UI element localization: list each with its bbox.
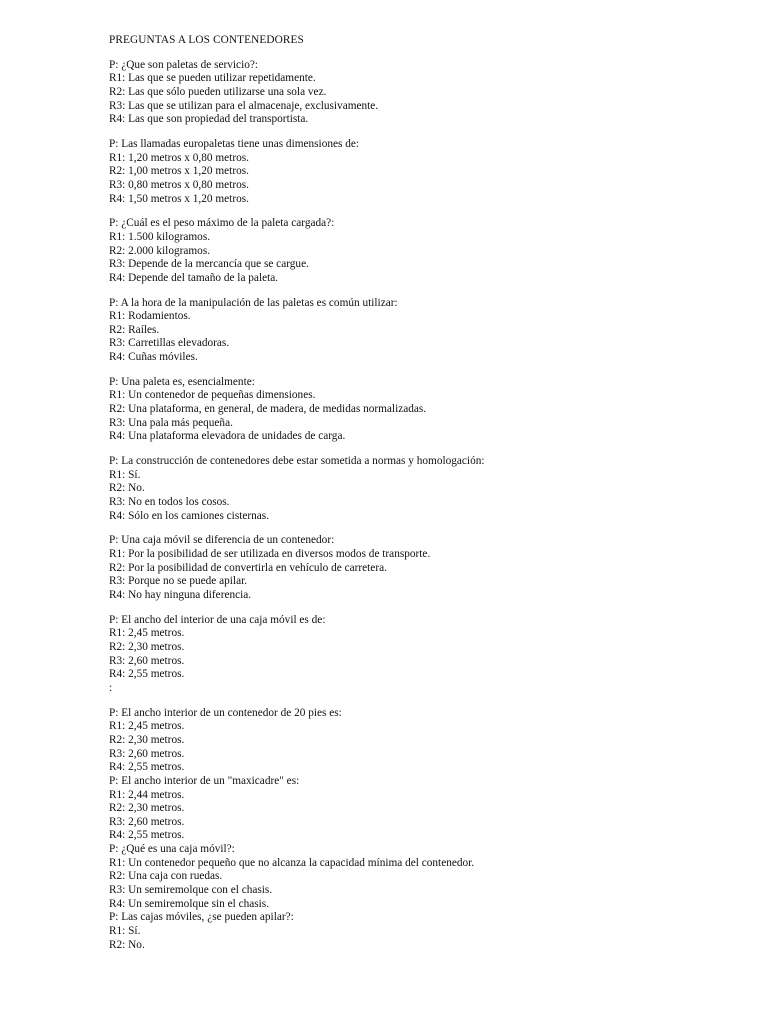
- answer-option: R2: 2,30 metros.: [109, 640, 185, 653]
- answer-option: R2: Las que sólo pueden utilizarse una sola vez.: [109, 85, 327, 98]
- question-block: [109, 614, 729, 696]
- answer-option: R3: Carretillas elevadoras.: [109, 337, 230, 350]
- question-text: P: ¿Cuál es el peso máximo de la paleta cargada?:: [109, 217, 335, 230]
- question-block: [109, 376, 729, 444]
- question-text: P: ¿Que son paletas de servicio?:: [109, 58, 259, 71]
- answer-option: R4: Una plataforma elevadora de unidades de carga.: [109, 430, 346, 443]
- question-text: P: Las llamadas europaletas tiene unas dimensiones de:: [109, 137, 360, 150]
- answer-option: R1: 1.500 kilogramos.: [109, 230, 211, 243]
- question-text: P: El ancho interior de un contenedor de 20 pies es:: [109, 706, 342, 719]
- answer-option: R4: 1,50 metros x 1,20 metros.: [109, 192, 249, 205]
- question-block: [109, 911, 729, 952]
- answer-option: R2: 2.000 kilogramos.: [109, 244, 211, 257]
- answer-option: R2: 2,30 metros.: [109, 802, 185, 815]
- question-block: [109, 843, 729, 911]
- answer-option: R3: 2,60 metros.: [109, 747, 185, 760]
- answer-option: R3: Depende de la mercancía que se cargue.: [109, 258, 309, 271]
- question-block: [109, 59, 729, 127]
- answer-option: R2: Por la posibilidad de convertirla en vehículo de carretera.: [109, 561, 387, 574]
- answer-option: R1: Sí.: [109, 925, 141, 938]
- answer-option: R3: 0,80 metros x 0,80 metros.: [109, 178, 249, 191]
- answer-option: R4: Las que son propiedad del transportista.: [109, 113, 309, 126]
- answer-option: R1: 2,45 metros.: [109, 720, 185, 733]
- answer-option: R2: Una caja con ruedas.: [109, 870, 223, 883]
- answer-option: R1: Por la posibilidad de ser utilizada en diversos modos de transporte.: [109, 548, 431, 560]
- answer-option: R3: 2,60 metros.: [109, 815, 185, 828]
- answer-option: R3: No en todos los cosos.: [109, 496, 230, 509]
- answer-option: R2: No.: [109, 938, 145, 951]
- answer-option: R4: 2,55 metros.: [109, 829, 185, 842]
- answer-option: R3: Porque no se puede apilar.: [109, 575, 248, 588]
- answer-option: R3: Las que se utilizan para el almacenaje, exclusivamente.: [109, 99, 379, 112]
- answer-option: R1: Un contenedor de pequeñas dimensiones.: [109, 389, 316, 402]
- question-block: [109, 707, 729, 775]
- answer-option: R2: 2,30 metros.: [109, 733, 185, 746]
- question-list: [109, 59, 729, 953]
- question-text: P: El ancho interior de un "maxicadre" es:: [109, 774, 300, 787]
- answer-option: R1: 2,44 metros.: [109, 788, 185, 801]
- answer-option: R1: Rodamientos.: [109, 310, 191, 323]
- question-text: P: A la hora de la manipulación de las paletas es común utilizar:: [109, 296, 398, 309]
- answer-option: R1: 1,20 metros x 0,80 metros.: [109, 151, 249, 164]
- question-text: P: Una paleta es, esencialmente:: [109, 375, 255, 388]
- question-block: [109, 775, 729, 843]
- question-block: [109, 217, 729, 285]
- question-text: P: La construcción de contenedores debe estar sometida a normas y homologación:: [109, 455, 485, 468]
- answer-option: R4: No hay ninguna diferencia.: [109, 588, 252, 601]
- question-text: P: Una caja móvil se diferencia de un contenedor:: [109, 534, 335, 547]
- question-block: [109, 534, 729, 602]
- answer-option: R3: 2,60 metros.: [109, 654, 185, 667]
- answer-option: R4: Un semiremolque sin el chasis.: [109, 897, 270, 910]
- answer-option: R1: Un contenedor pequeño que no alcanza la capacidad mínima del contenedor.: [109, 856, 475, 869]
- question-text: P: Las cajas móviles, ¿se pueden apilar?:: [109, 911, 294, 924]
- answer-option: R3: Un semiremolque con el chasis.: [109, 884, 273, 897]
- answer-option: R1: 2,45 metros.: [109, 627, 185, 640]
- answer-option: R2: Una plataforma, en general, de madera, de medidas normalizadas.: [109, 403, 427, 416]
- question-block: [109, 297, 729, 365]
- answer-option: R1: Sí.: [109, 468, 141, 481]
- answer-option: R4: Cuñas móviles.: [109, 351, 198, 364]
- answer-option: R3: Una pala más pequeña.: [109, 416, 233, 429]
- question-block: [109, 138, 729, 206]
- answer-option: R4: Sólo en los camiones cisternas.: [109, 509, 270, 522]
- question-text: P: ¿Qué es una caja móvil?:: [109, 843, 235, 856]
- document-title: PREGUNTAS A LOS CONTENEDORES: [109, 34, 304, 46]
- answer-option: R4: 2,55 metros.: [109, 668, 185, 681]
- question-text: P: El ancho del interior de una caja móvil es de:: [109, 613, 326, 626]
- answer-option: R2: 1,00 metros x 1,20 metros.: [109, 165, 249, 178]
- question-block: [109, 455, 729, 523]
- answer-option: R2: No.: [109, 482, 145, 495]
- answer-option: R1: Las que se pueden utilizar repetidamente.: [109, 72, 316, 85]
- answer-option: :: [109, 681, 113, 694]
- answer-option: R4: 2,55 metros.: [109, 761, 185, 774]
- answer-option: R4: Depende del tamaño de la paleta.: [109, 271, 279, 284]
- document-page: [109, 34, 729, 952]
- answer-option: R2: Raíles.: [109, 323, 160, 336]
